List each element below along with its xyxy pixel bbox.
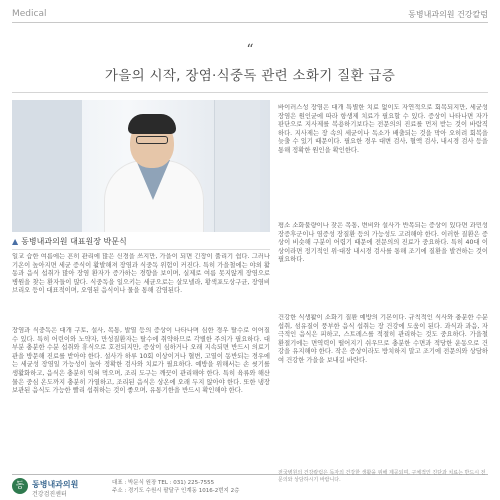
photo-doctor-glasses — [136, 136, 168, 144]
caption-text: 동병내과의원 대표원장 박문식 — [21, 237, 127, 246]
photo-doctor-hair — [128, 114, 176, 134]
body-paragraph-2: 장염과 식중독은 대개 구토, 설사, 복통, 발열 등의 증상이 나타나며 심한 경우 탈수로 이어질 수 있다. 특히 어린이와 노약자, 만성질환자는 탈수에 취약하므로 각별한 주의가 필요하다. 대부분 충분한 수분 섭취와 휴식으로 호전되지만, 증상이 심하거나 오래 지속되면 반드시 의료기관을 방문해 진료를 받아야 한다. 설사가 하루 10회 이상이거나 혈변, 고열이 동반되는 경우에는 세균성 장염일 가능성이 높아 정확한 검사와 치료가 필요하다. 예방을 위해서는 손 씻기를 생활화하고, 음식은 충분히 익혀 먹으며, 조리 도구는 깨끗이 관리해야 한다. 특히 육류와 해산물은 중심 온도까지 충분히 가열하고, 조리된 음식은 상온에 오래 두지 않아야 한다. 또한 냉장 보관된 음식도 가능한 빨리 섭취하는 것이 좋으며, 유통기한을 반드시 확인해야 한다. — [12, 327, 270, 395]
body-paragraph-4: 평소 소화불량이나 잦은 복통, 변비와 설사가 반복되는 증상이 있다면 과민성 장증후군이나 염증성 장질환 등의 가능성도 고려해야 한다. 이러한 질환은 증상이 비슷해 구분이 어렵기 때문에 전문의의 진료가 중요하다. 특히 40대 이상이라면 정기적인 위·대장 내시경 검사를 통해 조기에 질환을 발견하는 것이 필요하다. — [278, 222, 488, 264]
article-title: 가을의 시작, 장염·식중독 관련 소화기 질환 급증 — [104, 68, 396, 84]
body-paragraph-5: 건강한 식생활이 소화기 질환 예방의 기본이다. 규칙적인 식사와 충분한 수분 섭취, 섬유질이 풍부한 음식 섭취는 장 건강에 도움이 된다. 과식과 과음, 자극적인 음식은 피하고, 스트레스를 적절히 관리하는 것도 중요하다. 가을철 환절기에는 면역력이 떨어지기 쉬우므로 충분한 수면과 적당한 운동으로 건강을 유지해야 한다. 작은 증상이라도 방치하지 말고 조기에 전문의와 상담하여 건강한 가을을 보내길 바란다. — [278, 314, 488, 364]
clinic-address-line-1: 대표 : 박문식 원장 TEL : 031) 225-7555 — [112, 480, 215, 486]
clinic-name: 동병내과의원 — [32, 480, 79, 489]
caption-triangle-icon: ▲ — [12, 237, 19, 246]
quote-mark: “ — [246, 42, 254, 58]
photo-shelf — [12, 100, 82, 232]
doctor-photo — [12, 100, 270, 232]
body-paragraph-3: 바이러스성 장염은 대개 특별한 치료 없이도 자연적으로 회복되지만, 세균성 장염은 원인균에 따라 항생제 치료가 필요할 수 있다. 증상이 나타나면 자가 판단으로 지사제를 복용하기보다는 전문의의 진료를 먼저 받는 것이 바람직하다. 지사제는 장 속의 세균이나 독소가 배출되는 것을 막아 오히려 회복을 늦출 수 있기 때문이다. 필요한 경우 대변 검사, 혈액 검사, 내시경 검사 등을 통해 정확한 원인을 확인한다. — [278, 104, 488, 154]
photo-door — [214, 100, 260, 232]
clinic-address — [112, 479, 272, 495]
clinic-address-line-2: 주소 : 경기도 수원시 팔달구 인계동 1016-2번지 2층 — [112, 488, 240, 494]
header-divider — [12, 22, 488, 23]
caption-divider — [12, 249, 270, 250]
clinic-logo-icon: 동 — [12, 478, 28, 494]
header-publication: 동병내과의원 건강칼럼 — [408, 10, 488, 19]
footer-notes: 전국병원의 건강칼럼은 독자의 건강한 생활을 위해 제공되며, 구체적인 진단과 치료는 반드시 전문의와 상담하시기 바랍니다. — [278, 470, 486, 483]
photo-caption — [12, 236, 127, 247]
body-paragraph-1: 일교 습한 여름에는 흔히 관리에 많은 신경을 쓰지만, 가을이 되면 긴장이 풀리기 쉽다. 그러나 기온이 높아지면 세균 증식이 활발해져 장염과 식중독 위험이 커진다. 특히 가을철에는 야외 활동과 음식 섭취가 많아 장염 환자가 증가하는 경향을 보이며, 실제로 여름 못지않게 장염으로 병원을 찾는 환자들이 많다. 식중독을 일으키는 세균으로는 살모넬라, 황색포도상구균, 장염비브리오 등이 대표적이며, 오염된 음식이나 물을 통해 감염된다. — [12, 253, 270, 295]
title-divider — [12, 92, 488, 93]
clinic-subtitle: 건강검진센터 — [32, 491, 67, 498]
header-section: Medical — [12, 9, 47, 19]
